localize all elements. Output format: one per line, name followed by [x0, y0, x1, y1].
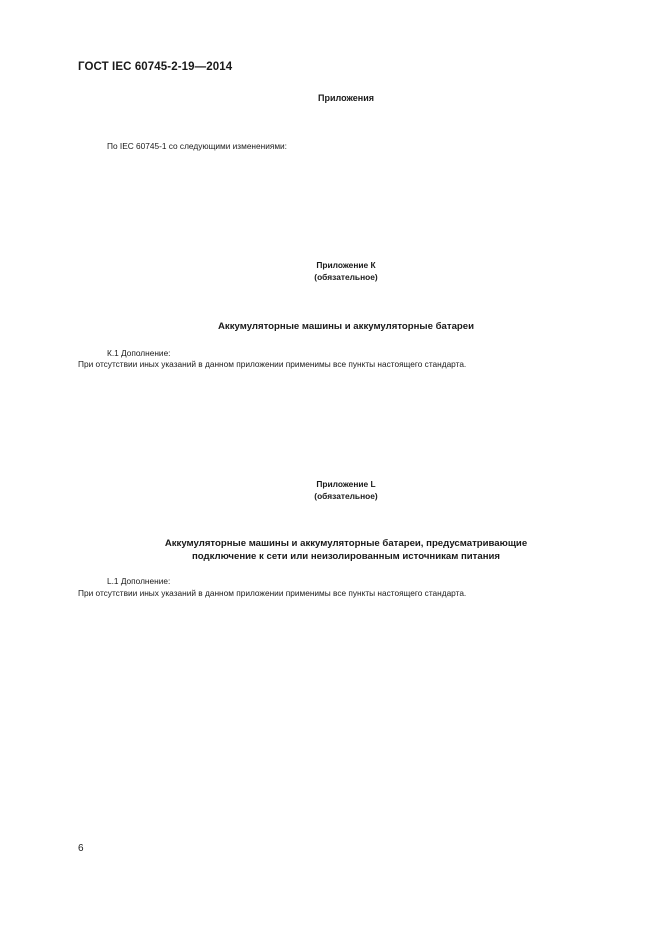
appendices-intro: По IEC 60745-1 со следующими изменениями: [107, 141, 287, 151]
annex-l-status: (обязательное) [314, 491, 378, 501]
annex-l-text: При отсутствии иных указаний в данном приложении применимы все пункты настоящего стандарта. [78, 588, 467, 598]
appendices-title: Приложения [318, 93, 374, 103]
standard-code: ГОСТ IEC 60745-2-19—2014 [78, 61, 233, 73]
annex-k-clause: К.1 Дополнение: [107, 348, 171, 358]
annex-l-title [0, 537, 661, 563]
annex-l-title-line2: подключение к сети или неизолированным источникам питания [191, 551, 501, 562]
annex-k-status: (обязательное) [314, 272, 378, 282]
page-number: 6 [78, 843, 84, 854]
annex-k-label: Приложение К [316, 260, 376, 270]
annex-k-header [0, 259, 661, 283]
annex-l-header [0, 478, 661, 502]
annex-k-title: Аккумуляторные машины и аккумуляторные батареи [218, 321, 474, 332]
annex-l-clause: L.1 Дополнение: [107, 576, 171, 586]
annex-l-title-line1: Аккумуляторные машины и аккумуляторные батареи, предусматривающие [164, 538, 528, 549]
annex-l-label: Приложение L [316, 479, 376, 489]
annex-k-text: При отсутствии иных указаний в данном приложении применимы все пункты настоящего стандарта. [78, 359, 467, 369]
